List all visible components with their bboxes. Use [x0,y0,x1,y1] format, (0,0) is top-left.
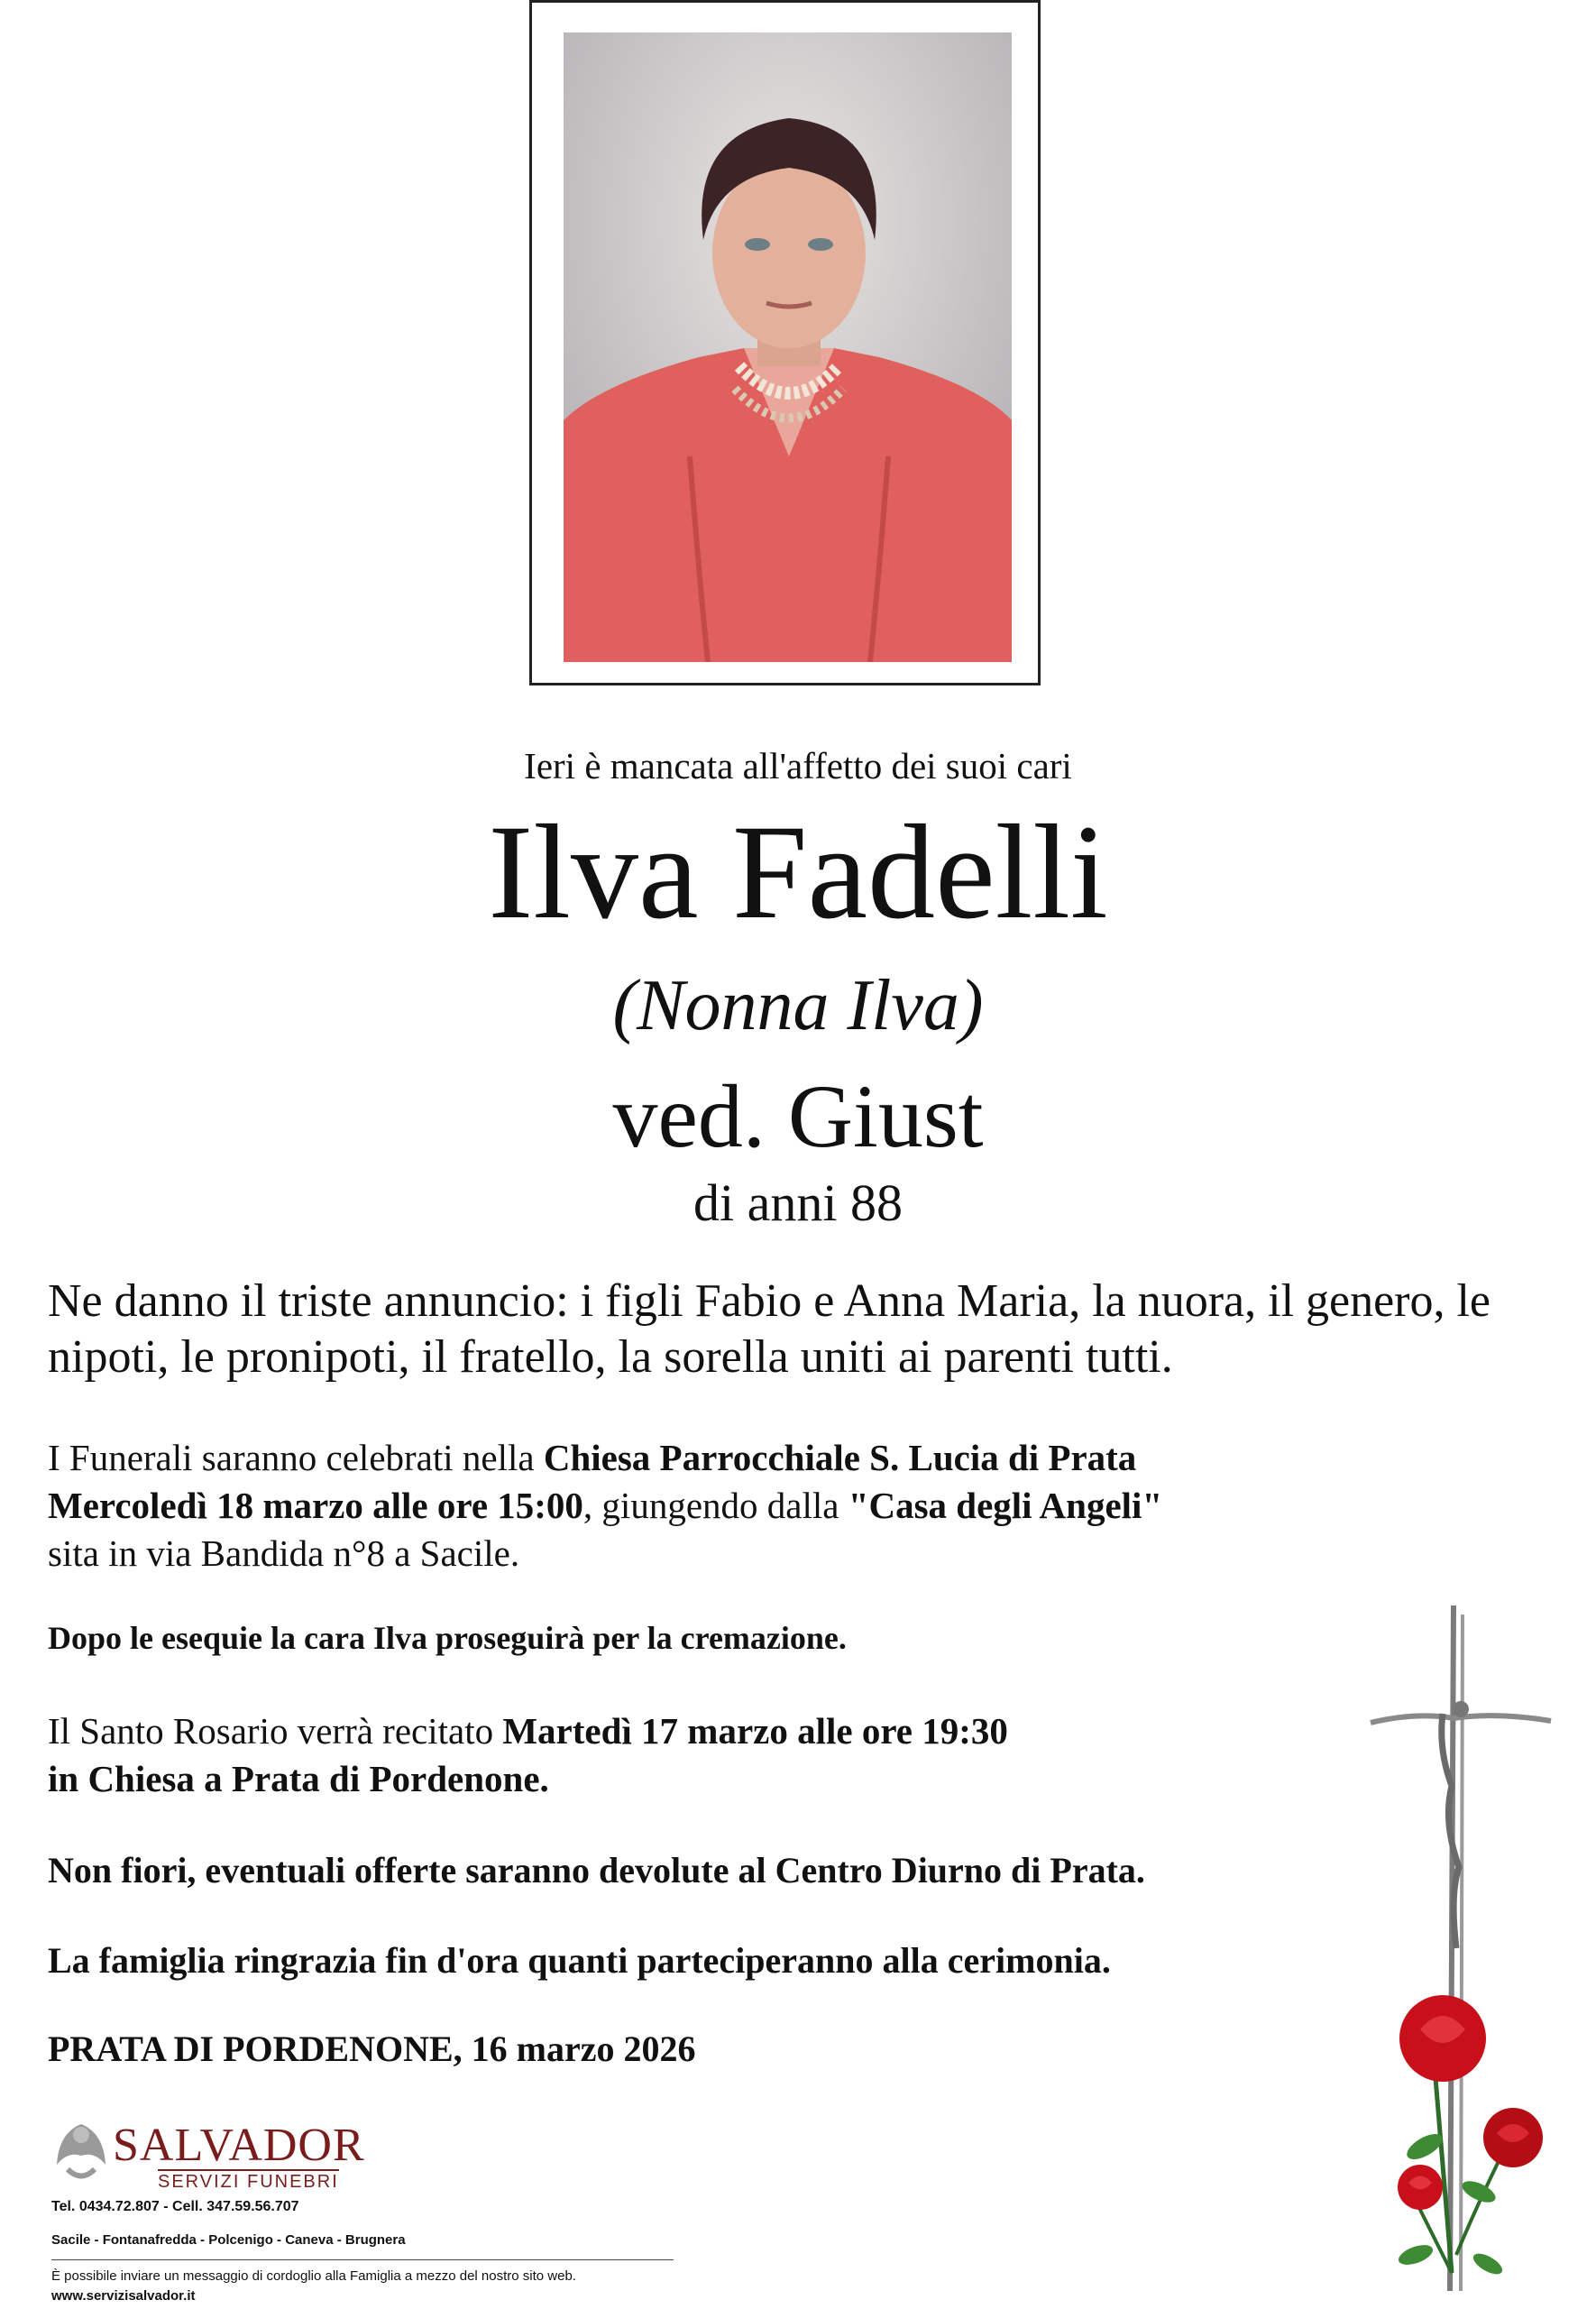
funeral-from: "Casa degli Angeli" [848,1485,1163,1526]
flowers-note: Non fiori, eventuali offerte saranno devolute al Centro Diurno di Prata. [48,1850,1145,1890]
funeral-text-1: I Funerali saranno celebrati nella [48,1437,544,1478]
after-service-note: Dopo le esequie la cara Ilva proseguirà per la cremazione. [48,1620,847,1656]
age: di anni 88 [693,1173,903,1232]
rosary-details [48,1707,1491,1803]
portrait-illustration [564,32,1012,662]
funeral-text-3: sita in via Bandida n°8 a Sacile. [48,1532,520,1574]
portrait-photo [564,32,1012,662]
deceased-name: Ilva Fadelli [488,797,1108,947]
rosary-where: in Chiesa a Prata di Pordenone. [48,1758,549,1799]
brand-subtitle: SERVIZI FUNEBRI [158,2169,339,2193]
crucifix-with-roses-icon [1353,1605,1569,2291]
announcement: Ne danno il triste annuncio: i figli Fabio e Anna Maria, la nuora, il genero, le nipoti, le pronipoti, il fratello, la sorella uniti ai parenti tutti. [48,1275,1491,1383]
intro-text: Ieri è mancata all'affetto dei suoi cari [524,745,1072,787]
towns-list: Sacile - Fontanafredda - Polcenigo - Caneva - Brugnera [51,2232,406,2248]
phone-contacts: Tel. 0434.72.807 - Cell. 347.59.56.707 [51,2199,299,2214]
portrait-frame [529,0,1041,685]
funeral-when: Mercoledì 18 marzo alle ore 15:00 [48,1485,583,1526]
salvador-logo [50,2115,365,2192]
thanks-note: La famiglia ringrazia fin d'ora quanti parteciperanno alla cerimonia. [48,1940,1111,1981]
rosary-when: Martedì 17 marzo alle ore 19:30 [502,1710,1008,1752]
rosary-text-1: Il Santo Rosario verrà recitato [48,1710,503,1752]
angel-logo-icon [50,2115,113,2187]
place-date: PRATA DI PORDENONE, 16 marzo 2026 [48,2028,696,2069]
condolence-message: È possibile inviare un messaggio di cordoglio alla Famiglia a mezzo del nostro sito web. [51,2268,576,2284]
funeral-text-2: , giungendo dalla [582,1485,848,1526]
nickname: (Nonna Ilva) [612,966,984,1045]
website-link[interactable]: www.servizisalvador.it [51,2288,196,2304]
funeral-details [48,1434,1491,1578]
footer-divider [51,2259,674,2260]
widow-of: ved. Giust [612,1066,984,1166]
brand-name: SALVADOR [113,2120,365,2171]
funeral-church: Chiesa Parrocchiale S. Lucia di Prata [543,1437,1137,1478]
